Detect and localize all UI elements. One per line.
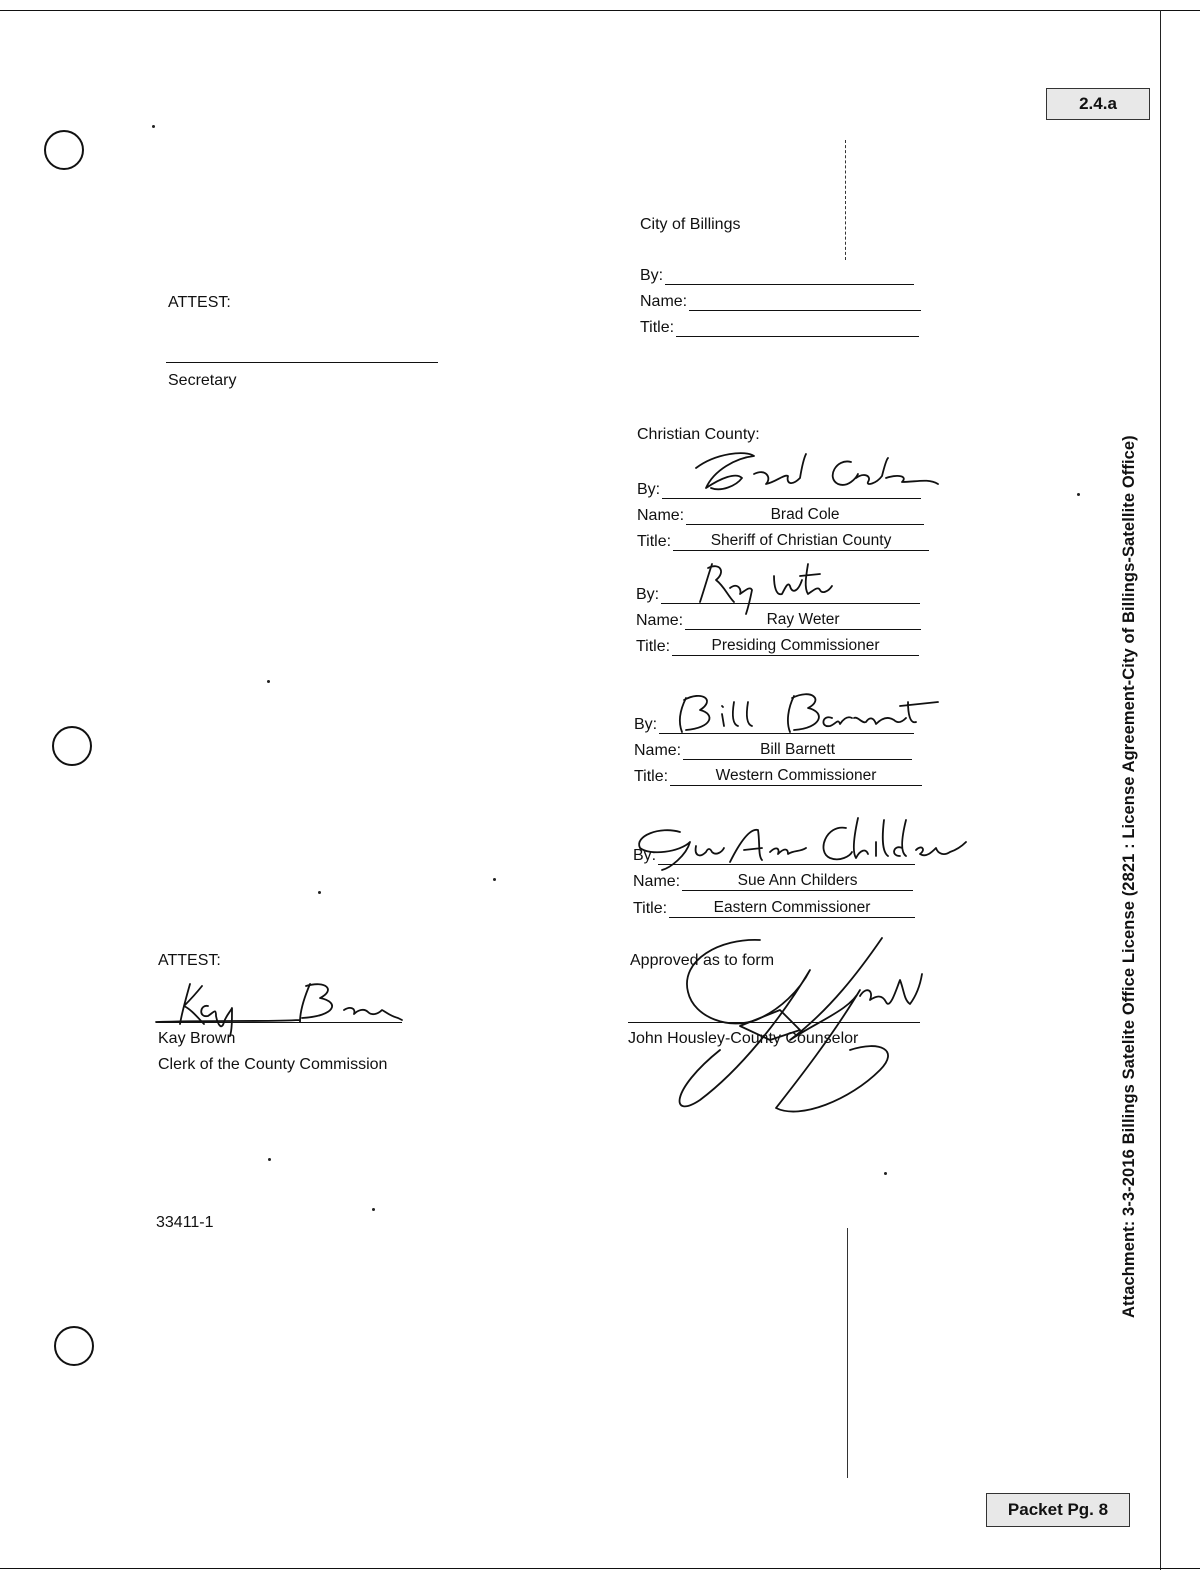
by-label: By:	[637, 481, 661, 498]
packet-page-stamp	[986, 1493, 1130, 1527]
signer-title: Presiding Commissioner	[711, 637, 880, 654]
signature-kay-brown	[150, 976, 410, 1036]
document-number: 33411-1	[156, 1214, 214, 1231]
signature-bill-barnett	[672, 688, 952, 738]
approval-label: Approved as to form	[630, 952, 775, 969]
city-name-field	[640, 292, 921, 311]
punch-hole-middle	[52, 726, 92, 766]
item-number-stamp	[1046, 88, 1150, 120]
title-line	[676, 318, 919, 337]
scan-speck	[1077, 493, 1080, 496]
punch-hole-bottom	[54, 1326, 94, 1366]
signer-title: Eastern Commissioner	[713, 899, 871, 916]
by-label: By:	[636, 586, 660, 603]
signer-name: Brad Cole	[770, 506, 840, 523]
signer-3-title-field	[634, 767, 922, 786]
signer-1-name-field	[637, 506, 924, 525]
scan-speck	[884, 1172, 887, 1175]
signer-title: Western Commissioner	[715, 767, 877, 784]
attest-label: ATTEST:	[168, 294, 231, 311]
city-title-field	[640, 318, 919, 337]
title-label: Title:	[634, 768, 669, 785]
city-by-field	[640, 266, 914, 285]
signer-name: Bill Barnett	[760, 741, 836, 758]
by-label: By:	[634, 716, 658, 733]
top-border	[0, 10, 1200, 11]
secretary-signature-line	[166, 362, 438, 363]
counselor-name: John Housley-County Counselor	[628, 1030, 859, 1047]
clerk-name: Kay Brown	[158, 1030, 236, 1047]
signer-3-name-field	[634, 741, 912, 760]
signer-title: Sheriff of Christian County	[710, 532, 892, 549]
name-label: Name:	[633, 873, 681, 890]
packet-page: Packet Pg. 8	[1007, 1500, 1109, 1519]
signature-brad-cole	[676, 448, 946, 498]
signer-2-name-field	[636, 611, 921, 630]
signer-name: Ray Weter	[766, 611, 840, 628]
signature-sue-ann-childers	[620, 812, 970, 872]
name-label: Name:	[637, 507, 685, 524]
signer-4-title-field	[633, 899, 915, 918]
title-label: Title:	[633, 900, 668, 917]
punch-hole-top	[44, 130, 84, 170]
name-label: Name:	[636, 612, 684, 629]
name-label: Name:	[634, 742, 682, 759]
clerk-role: Clerk of the County Commission	[158, 1056, 388, 1073]
by-label: By:	[640, 267, 664, 284]
county-heading: Christian County:	[637, 426, 760, 443]
signer-1-title-field	[637, 532, 929, 551]
title-label: Title:	[640, 319, 675, 336]
secretary-role: Secretary	[168, 372, 237, 389]
by-label: By:	[633, 847, 657, 864]
signature-john-housley	[660, 930, 930, 1120]
clerk-signature-line	[156, 1022, 402, 1023]
scan-speck	[372, 1208, 375, 1211]
title-label: Title:	[636, 638, 671, 655]
scan-speck	[152, 125, 155, 128]
name-label: Name:	[640, 293, 688, 310]
scan-speck	[318, 891, 321, 894]
attachment-caption: Attachment: 3-3-2016 Billings Satelite Office License (2821 : License Agreement-City of Billings-Satellite Office)	[1120, 435, 1138, 1318]
attest-label-bottom: ATTEST:	[158, 952, 221, 969]
bottom-border	[0, 1568, 1200, 1569]
signature-line	[665, 266, 914, 285]
scan-speck	[493, 878, 496, 881]
item-number: 2.4.a	[1079, 94, 1117, 113]
name-line	[689, 292, 921, 311]
scan-speck	[268, 1158, 271, 1161]
city-heading: City of Billings	[640, 216, 741, 233]
right-border	[1160, 10, 1161, 1570]
scan-speck	[267, 680, 270, 683]
signature-ray-weter	[690, 556, 850, 616]
signer-2-title-field	[636, 637, 919, 656]
title-label: Title:	[637, 533, 672, 550]
fold-mark-bottom	[847, 1228, 848, 1478]
signer-4-name-field	[633, 872, 913, 891]
fold-mark-top	[845, 140, 846, 260]
signer-name: Sue Ann Childers	[737, 872, 858, 889]
